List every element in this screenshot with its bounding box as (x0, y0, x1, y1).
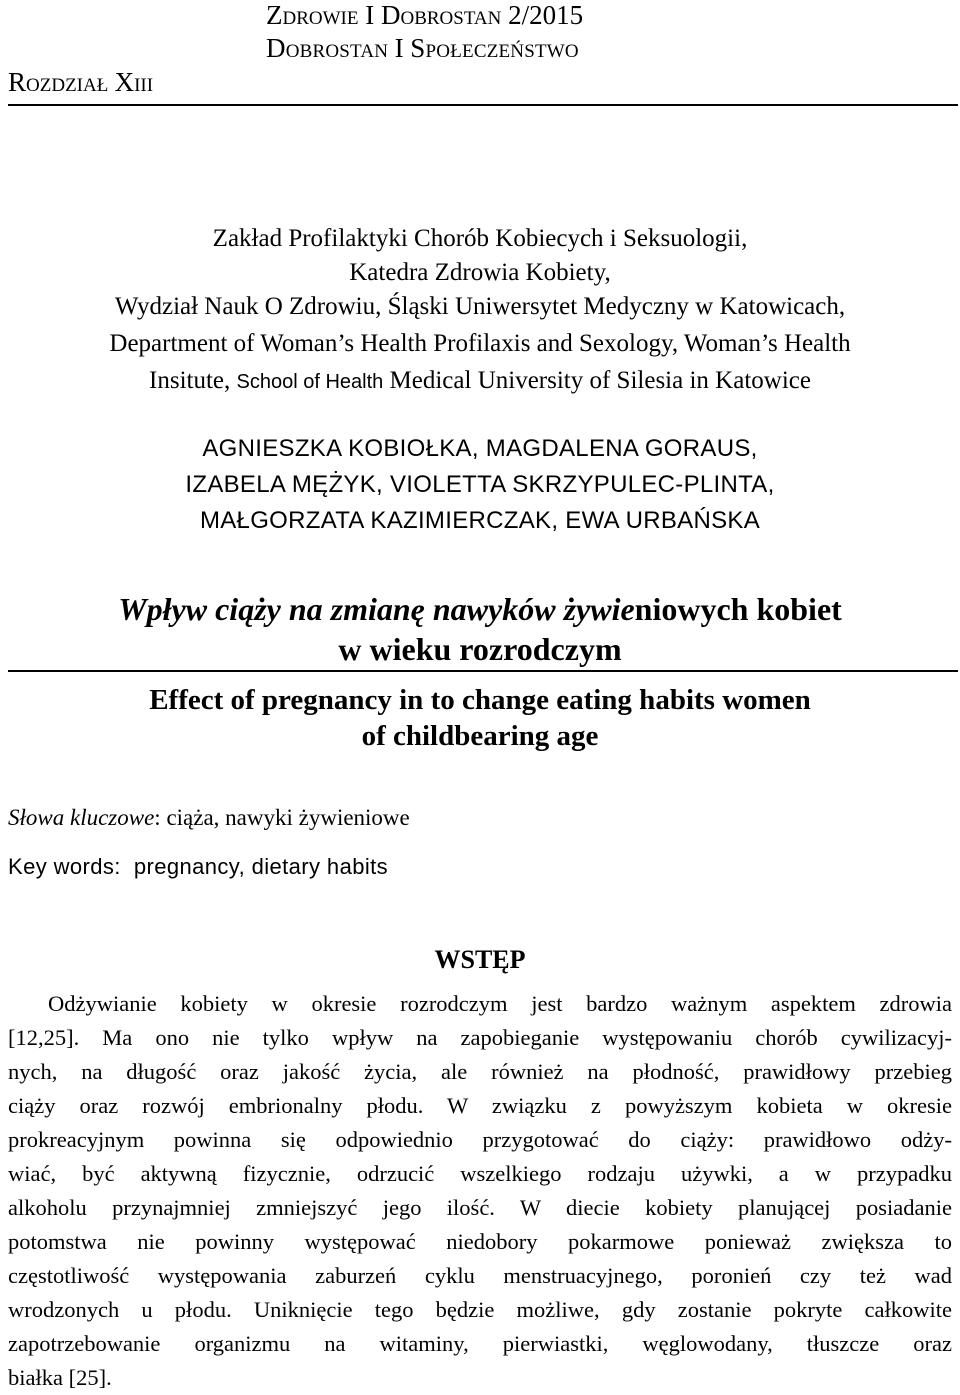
paragraph-line: nych, na długość oraz jakość życia, ale również na płodność, prawidłowy przebieg (8, 1059, 952, 1084)
title-line: w wieku rozrodczym (338, 631, 622, 667)
title-regular-part: niowych kobiet (634, 591, 842, 627)
chapter-label: ROZDZIAŁ XIII (8, 67, 154, 97)
paragraph-line: Odżywianie kobiety w okresie rozrodczym jest bardzo ważnym aspektem zdrowia (48, 991, 952, 1016)
paragraph-line: potomstwa nie powinny występować niedobory pokarmowe ponieważ zwiększa to (8, 1229, 952, 1254)
affiliation-text: Medical University of Silesia in Katowice (383, 367, 811, 394)
keywords-polish (8, 803, 410, 833)
affiliation-text: School of Health (236, 371, 384, 393)
keywords-english (8, 852, 388, 882)
keywords-label: Słowa kluczowe (8, 805, 155, 830)
affiliation-line: Zakład Profilaktyki Chorób Kobiecych i Seksuologii, (212, 225, 748, 252)
paragraph-line: wrodzonych u płodu. Uniknięcie tego będzie możliwe, gdy zostanie pokryte całkowite (8, 1297, 952, 1322)
authors-line: AGNIESZKA KOBIOŁKA, MAGDALENA GORAUS, (202, 435, 758, 462)
keywords-label: Key words: (8, 854, 121, 879)
journal-title: ZDROWIE I DOBROSTAN 2/2015 (266, 0, 584, 30)
keywords-value: pregnancy, dietary habits (133, 854, 389, 879)
paragraph-line: wiać, być aktywną fizycznie, odrzucić wszelkiego rodzaju używki, a w przypadku (8, 1161, 952, 1186)
title-divider (8, 670, 958, 672)
authors-line: IZABELA MĘŻYK, VIOLETTA SKRZYPULEC-PLINTA, (185, 471, 775, 498)
title-line: of childbearing age (361, 720, 599, 752)
section-heading: WSTĘP (434, 945, 526, 974)
paragraph-line: [12,25]. Ma ono nie tylko wpływ na zapobieganie występowaniu chorób cywilizacyj- (8, 1025, 952, 1050)
keywords-value: ciąża, nawyki żywieniowe (166, 805, 410, 830)
paragraph-line: prokreacyjnym powinna się odpowiednio przygotować do ciąży: prawidłowo odży- (8, 1127, 952, 1152)
affiliation-line: Wydział Nauk O Zdrowiu, Śląski Uniwersytet Medyczny w Katowicach, (114, 293, 846, 320)
paragraph-line: zapotrzebowanie organizmu na witaminy, pierwiastki, węglowodany, tłuszcze oraz (8, 1331, 952, 1356)
title-italic-part: Wpływ ciąży na zmianę nawyków żywie (118, 591, 635, 627)
section-title: DOBROSTAN I SPOŁECZEŃSTWO (266, 33, 579, 63)
keywords-separator: : (154, 805, 167, 830)
authors-line: MAŁGORZATA KAZIMIERCZAK, EWA URBAŃSKA (199, 507, 761, 534)
affiliation-text: Insitute, (149, 367, 237, 394)
affiliation-line: Katedra Zdrowia Kobiety, (349, 259, 611, 286)
running-header (8, 0, 958, 108)
paragraph-line: białka [25]. (8, 1365, 112, 1390)
paragraph-line: ciąży oraz rozwój embrionalny płodu. W związku z powyższym kobieta w okresie (8, 1093, 952, 1118)
affiliation-line: Department of Woman’s Health Profilaxis and Sexology, Woman’s Health (109, 330, 851, 357)
title-line: Effect of pregnancy in to change eating habits women (149, 684, 811, 716)
header-divider (8, 104, 958, 106)
title-line (0, 588, 960, 630)
paragraph-line: częstotliwość występowania zaburzeń cyklu menstruacyjnego, poronień czy też wad (8, 1263, 952, 1288)
intro-paragraph (8, 987, 952, 1395)
paragraph-line: alkoholu przynajmniej zmniejszyć jego ilość. W diecie kobiety planującej posiadanie (8, 1195, 952, 1220)
affiliation-line (0, 364, 960, 399)
